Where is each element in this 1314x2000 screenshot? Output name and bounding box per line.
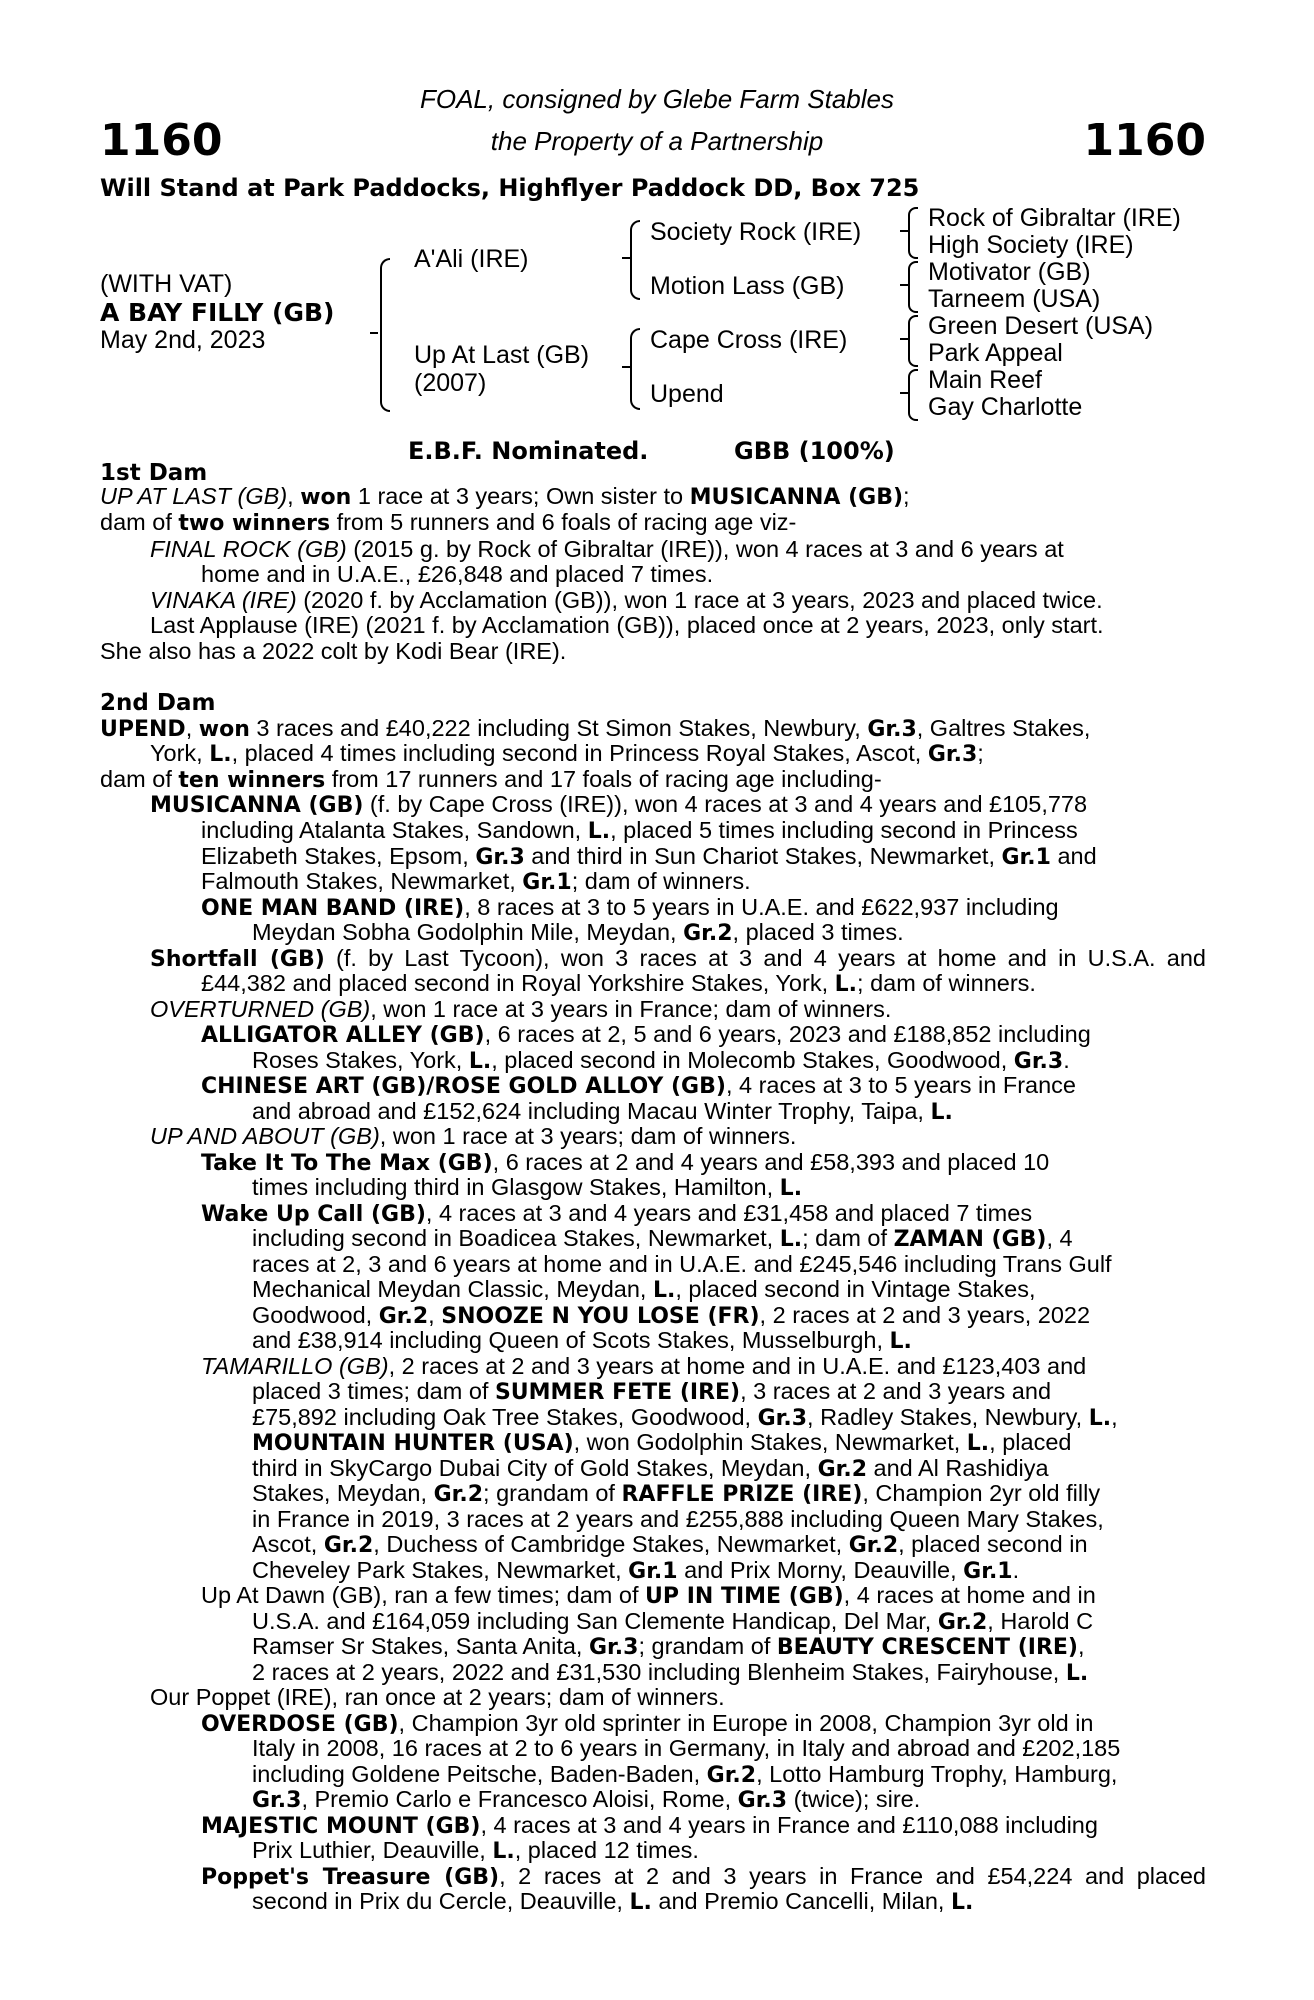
text-span: Meydan Sobha Godolphin Mile, Meydan, — [252, 919, 684, 945]
text-line — [252, 1735, 1120, 1761]
text-span: , placed 5 times including second in Princess — [610, 817, 1078, 843]
text-span: , 4 races at home and in — [843, 1582, 1096, 1608]
text-line — [100, 509, 796, 537]
text-line — [201, 868, 751, 896]
bold-text: MUSICANNA (GB) — [150, 793, 364, 818]
text-span: from 5 runners and 6 foals of racing age viz- — [330, 509, 797, 535]
bold-text: L. — [629, 1890, 652, 1915]
text-span: ; dam of winners. — [857, 970, 1036, 996]
text-span: , 4 races at 3 to 5 years in France — [725, 1072, 1076, 1098]
bold-text: L. — [889, 1329, 912, 1354]
bold-text: Gr.3 — [252, 1788, 302, 1813]
text-span: . — [1063, 1047, 1070, 1073]
text-line — [100, 766, 882, 794]
text-span: £44,382 and placed second in Royal Yorkshire Stakes, York, — [201, 970, 835, 996]
text-span: York, — [150, 740, 210, 766]
text-span: (2020 f. by Acclamation (GB)), won 1 race at 3 years, 2023 and placed twice. — [296, 587, 1103, 613]
bold-text: SUMMER FETE (IRE) — [494, 1380, 741, 1405]
second-dam-heading: 2nd Dam — [100, 690, 216, 716]
text-span: , Champion 3yr old sprinter in Europe in 2008, Champion 3yr old in — [398, 1710, 1094, 1736]
bold-text: Gr.3 — [757, 1406, 808, 1431]
bold-text: MOUNTAIN HUNTER (USA) — [252, 1431, 574, 1456]
text-line — [252, 1608, 1093, 1636]
brace-gen1 — [380, 258, 390, 412]
text-line — [201, 843, 1097, 871]
text-span: and Al Rashidiya — [867, 1455, 1049, 1481]
text-line — [150, 1123, 796, 1149]
dam-year: (2007) — [414, 369, 487, 397]
bold-text: CHINESE ART (GB)/ROSE GOLD ALLOY (GB) — [201, 1074, 726, 1099]
text-line — [252, 1327, 912, 1355]
bold-text: L. — [209, 742, 232, 767]
text-line — [252, 1251, 1112, 1277]
text-span: £75,892 including Oak Tree Stakes, Goodwood, — [252, 1404, 758, 1430]
text-span: Italy in 2008, 16 races at 2 to 6 years in Germany, in Italy and abroad and £202,185 — [252, 1735, 1121, 1761]
property-line: the Property of a Partnership — [490, 126, 824, 156]
bold-text: Gr.3 — [737, 1788, 788, 1813]
text-line — [150, 996, 891, 1022]
bold-text: Gr.1 — [963, 1559, 1013, 1584]
text-span: races at 2, 3 and 6 years at home and in U.A.E. and £245,546 including Trans Gulf — [252, 1251, 1112, 1277]
text-span: , 6 races at 2 and 4 years and £58,393 and placed 10 — [492, 1149, 1050, 1175]
text-span: ; — [903, 483, 910, 509]
text-span: , Premio Carlo e Francesco Aloisi, Rome, — [301, 1786, 738, 1812]
brace-sire — [630, 220, 640, 300]
dam-dam: Upend — [650, 380, 724, 408]
text-line — [252, 1786, 920, 1814]
bold-text: SNOOZE N YOU LOSE (FR) — [441, 1304, 760, 1329]
text-span: , 4 races at 3 and 4 years and £31,458 and placed 7 times — [425, 1200, 1033, 1226]
bold-text: Gr.2 — [848, 1533, 899, 1558]
text-line — [201, 817, 1078, 845]
text-line — [252, 1276, 1036, 1304]
text-span: , Harold C — [987, 1608, 1094, 1634]
bold-text: two winners — [178, 511, 331, 536]
ggdam-4: Gay Charlotte — [928, 393, 1083, 421]
italic-text: UP AND ABOUT (GB) — [150, 1123, 380, 1149]
text-span: Falmouth Stakes, Newmarket, — [201, 868, 523, 894]
text-span: ; grandam of — [638, 1633, 777, 1659]
text-span: Our Poppet (IRE), ran once at 2 years; dam of winners. — [150, 1684, 725, 1710]
text-span: and £38,914 including Queen of Scots Stakes, Musselburgh, — [252, 1327, 890, 1353]
text-span: Goodwood, — [252, 1302, 379, 1328]
text-span: Roses Stakes, York, — [252, 1047, 469, 1073]
bold-text: won — [198, 717, 250, 742]
text-span: and Premio Cancelli, Milan, — [651, 1888, 951, 1914]
text-span: Prix Luthier, Deauville, — [252, 1837, 493, 1863]
bold-text: MAJESTIC MOUNT (GB) — [201, 1814, 481, 1839]
text-line — [252, 1557, 1019, 1585]
text-span: (f. by Cape Cross (IRE)), won 4 races at 3 and 4 years and £105,778 — [363, 791, 1088, 817]
text-span: ; — [977, 740, 984, 766]
text-span: ; grandam of — [483, 1480, 622, 1506]
text-line — [150, 587, 1103, 613]
ggdam-1: High Society (IRE) — [928, 231, 1134, 259]
text-span: dam of — [100, 509, 179, 535]
bold-text: L. — [834, 972, 858, 997]
text-line — [252, 1174, 802, 1202]
bold-text: L. — [652, 1278, 676, 1303]
text-line — [252, 1659, 1088, 1687]
text-span: , 4 — [1046, 1225, 1073, 1251]
text-line — [201, 1582, 1096, 1610]
text-span: Cheveley Park Stakes, Newmarket, — [252, 1557, 629, 1583]
text-span: , 2 races at 2 and 3 years in France and £54,224 and placed — [499, 1863, 1206, 1889]
text-span: ; dam of — [802, 1225, 894, 1251]
bold-text: Poppet's Treasure (GB) — [201, 1865, 500, 1890]
text-span: (2015 g. by Rock of Gibraltar (IRE)), won 4 races at 3 and 6 years at — [346, 536, 1064, 562]
text-line — [100, 483, 910, 511]
bold-text: Gr.3 — [475, 845, 525, 870]
ebf-nomination: E.B.F. Nominated. — [408, 437, 649, 465]
text-span: Mechanical Meydan Classic, Meydan, — [252, 1276, 653, 1302]
text-line — [201, 1072, 1076, 1100]
text-span: Ascot, — [252, 1531, 324, 1557]
text-span: and abroad and £152,624 including Macau Winter Trophy, Taipa, — [252, 1098, 931, 1124]
text-span: , — [428, 1302, 442, 1328]
text-line — [252, 919, 904, 947]
text-line — [150, 612, 1104, 638]
text-line — [252, 1225, 1073, 1253]
text-span: , — [185, 715, 199, 741]
bold-text: Gr.3 — [589, 1635, 639, 1660]
text-line — [252, 1837, 699, 1865]
vat-note: (WITH VAT) — [100, 270, 233, 298]
text-span: , placed — [989, 1429, 1072, 1455]
text-span: , — [1111, 1404, 1118, 1430]
text-line — [201, 1021, 1091, 1049]
text-span: Ramser Sr Stakes, Santa Anita, — [252, 1633, 589, 1659]
text-line — [150, 740, 984, 768]
text-line — [252, 1404, 1118, 1432]
text-span: , won Godolphin Stakes, Newmarket, — [573, 1429, 967, 1455]
text-line — [201, 1149, 1049, 1177]
bold-text: OVERDOSE (GB) — [201, 1712, 399, 1737]
bold-text: Gr.3 — [1013, 1049, 1064, 1074]
bold-text: Gr.2 — [706, 1763, 757, 1788]
text-span: , 4 races at 3 and 4 years in France and £110,088 including — [480, 1812, 1098, 1838]
bold-text: L. — [468, 1049, 492, 1074]
text-line — [100, 638, 566, 664]
text-span: including Goldene Peitsche, Baden-Baden, — [252, 1761, 707, 1787]
bold-text: Gr.2 — [433, 1482, 484, 1507]
text-span: second in Prix du Cercle, Deauville, — [252, 1888, 630, 1914]
text-line — [201, 894, 1059, 922]
text-span: , — [1078, 1633, 1085, 1659]
text-line — [150, 1684, 725, 1710]
text-line — [201, 1863, 1206, 1891]
bold-text: Gr.2 — [937, 1610, 988, 1635]
bold-text: Gr.2 — [683, 921, 733, 946]
text-span: , 2 races at 2 and 3 years at home and in U.A.E. and £123,403 and — [388, 1353, 1087, 1379]
text-span: , 3 races at 2 and 3 years and — [740, 1378, 1052, 1404]
text-span: , placed 12 times. — [514, 1837, 699, 1863]
text-line — [150, 536, 1064, 562]
dam: Up At Last (GB) — [414, 341, 590, 369]
text-span: . — [1012, 1557, 1020, 1583]
text-line — [252, 1378, 1051, 1406]
text-span: including Atalanta Stakes, Sandown, — [201, 817, 588, 843]
text-span: , placed second in Vintage Stakes, — [675, 1276, 1036, 1302]
bold-text: ONE MAN BAND (IRE) — [201, 896, 465, 921]
bold-text: Gr.3 — [927, 742, 978, 767]
text-span: , placed second in — [898, 1531, 1088, 1557]
italic-text: UP AT LAST (GB) — [100, 483, 288, 509]
bold-text: L. — [587, 819, 611, 844]
bold-text: L. — [779, 1176, 803, 1201]
text-span: , — [287, 483, 301, 509]
foaling-date: May 2nd, 2023 — [100, 326, 266, 354]
text-span: 1 race at 3 years; Own sister to — [351, 483, 690, 509]
text-line — [201, 1812, 1098, 1840]
first-dam-heading: 1st Dam — [100, 460, 208, 486]
text-line — [100, 715, 1090, 743]
bold-text: ZAMAN (GB) — [893, 1227, 1047, 1252]
text-span: including second in Boadicea Stakes, Newmarket, — [252, 1225, 780, 1251]
text-line — [252, 1480, 1100, 1508]
sire: A'Ali (IRE) — [414, 245, 529, 273]
text-span: third in SkyCargo Dubai City of Gold Stakes, Meydan, — [252, 1455, 818, 1481]
lot-number-left: 1160 — [100, 115, 223, 166]
text-span: placed 3 times; dam of — [252, 1378, 495, 1404]
bold-text: L. — [950, 1890, 974, 1915]
bold-text: won — [300, 485, 352, 510]
text-line — [252, 1888, 973, 1916]
bold-text: BEAUTY CRESCENT (IRE) — [776, 1635, 1078, 1660]
text-line — [252, 1047, 1070, 1075]
text-span: , Duchess of Cambridge Stakes, Newmarket, — [373, 1531, 849, 1557]
consignor-line: FOAL, consigned by Glebe Farm Stables — [419, 84, 894, 114]
ggsire-2: Motivator (GB) — [928, 258, 1091, 286]
text-line — [252, 1429, 1071, 1457]
text-line — [201, 1353, 1086, 1379]
text-span: Elizabeth Stakes, Epsom, — [201, 843, 476, 869]
text-span: , Champion 2yr old filly — [862, 1480, 1101, 1506]
bold-text: Take It To The Max (GB) — [201, 1151, 493, 1176]
ggdam-2: Tarneem (USA) — [928, 285, 1101, 313]
text-line — [252, 1531, 1088, 1559]
text-line — [252, 1506, 1104, 1532]
bold-text: L. — [1088, 1406, 1112, 1431]
text-line — [252, 1302, 1090, 1330]
bold-text: RAFFLE PRIZE (IRE) — [621, 1482, 863, 1507]
ggsire-1: Rock of Gibraltar (IRE) — [928, 204, 1181, 232]
dam-sire: Cape Cross (IRE) — [650, 326, 848, 354]
text-line — [201, 970, 1036, 998]
text-span: (f. by Last Tycoon), won 3 races at 3 and 4 years at home and in U.S.A. and — [324, 945, 1206, 971]
text-span: , won 1 race at 3 years; dam of winners. — [379, 1123, 797, 1149]
bold-text: ten winners — [178, 768, 326, 793]
text-span: , placed 4 times including second in Princess Royal Stakes, Ascot, — [231, 740, 928, 766]
bold-text: ALLIGATOR ALLEY (GB) — [201, 1023, 485, 1048]
italic-text: OVERTURNED (GB) — [150, 996, 371, 1022]
bold-text: Gr.2 — [817, 1457, 867, 1482]
text-span: Last Applause (IRE) (2021 f. by Acclamation (GB)), placed once at 2 years, 2023, only start. — [150, 612, 1104, 638]
text-span: , Galtres Stakes, — [916, 715, 1091, 741]
text-span: and — [1050, 843, 1097, 869]
text-line — [252, 1098, 953, 1126]
text-span: (twice); sire. — [787, 1786, 921, 1812]
text-line — [150, 791, 1087, 819]
text-span: times including third in Glasgow Stakes, Hamilton, — [252, 1174, 780, 1200]
bold-text: Gr.1 — [628, 1559, 678, 1584]
bold-text: Gr.1 — [1001, 845, 1051, 870]
bold-text: Wake Up Call (GB) — [201, 1202, 426, 1227]
text-span: , placed second in Molecomb Stakes, Goodwood, — [491, 1047, 1014, 1073]
text-span: She also has a 2022 colt by Kodi Bear (IRE). — [100, 638, 567, 664]
ggsire-4: Main Reef — [928, 366, 1042, 394]
italic-text: FINAL ROCK (GB) — [150, 536, 347, 562]
text-line — [201, 1710, 1093, 1738]
italic-text: VINAKA (IRE) — [150, 587, 297, 613]
text-span: 3 races and £40,222 including St Simon Stakes, Newbury, — [249, 715, 868, 741]
text-span: dam of — [100, 766, 179, 792]
text-span: , 8 races at 3 to 5 years in U.A.E. and £622,937 including — [464, 894, 1059, 920]
text-span: home and in U.A.E., £26,848 and placed 7 times. — [201, 561, 714, 587]
text-span: Up At Dawn (GB), ran a few times; dam of — [201, 1582, 646, 1608]
text-span: , 6 races at 2, 5 and 6 years, 2023 and £188,852 including — [484, 1021, 1091, 1047]
text-span: in France in 2019, 3 races at 2 years and £255,888 including Queen Mary Stakes, — [252, 1506, 1104, 1532]
text-line — [252, 1761, 1117, 1789]
italic-text: TAMARILLO (GB) — [201, 1353, 389, 1379]
text-span: 2 races at 2 years, 2022 and £31,530 including Blenheim Stakes, Fairyhouse, — [252, 1659, 1066, 1685]
ggdam-3: Park Appeal — [928, 339, 1063, 367]
text-span: U.S.A. and £164,059 including San Clemente Handicap, Del Mar, — [252, 1608, 938, 1634]
text-span: , Radley Stakes, Newbury, — [807, 1404, 1089, 1430]
text-span: and Prix Morny, Deauville, — [677, 1557, 964, 1583]
lot-number-right: 1160 — [1083, 115, 1206, 166]
text-span: , won 1 race at 3 years in France; dam of winners. — [370, 996, 892, 1022]
bold-text: L. — [930, 1100, 953, 1125]
bold-text: Gr.2 — [323, 1533, 374, 1558]
text-span: ; dam of winners. — [571, 868, 751, 894]
ggsire-3: Green Desert (USA) — [928, 312, 1154, 340]
bold-text: L. — [492, 1839, 515, 1864]
gbb-rating: GBB (100%) — [734, 437, 895, 465]
bold-text: MUSICANNA (GB) — [689, 485, 904, 510]
text-line — [252, 1455, 1049, 1483]
horse-name: A BAY FILLY (GB) — [100, 298, 335, 327]
bold-text: Gr.2 — [378, 1304, 429, 1329]
text-span: , Lotto Hamburg Trophy, Hamburg, — [756, 1761, 1118, 1787]
bold-text: L. — [966, 1431, 990, 1456]
bold-text: Shortfall (GB) — [150, 947, 325, 972]
text-line — [252, 1633, 1085, 1661]
bold-text: Gr.3 — [867, 717, 917, 742]
bold-text: L. — [779, 1227, 803, 1252]
text-line — [201, 1200, 1032, 1228]
sire-dam: Motion Lass (GB) — [650, 272, 845, 300]
text-span: , 2 races at 2 and 3 years, 2022 — [759, 1302, 1091, 1328]
text-line — [201, 561, 713, 587]
brace-dam — [630, 328, 640, 410]
text-span: , placed 3 times. — [732, 919, 904, 945]
text-line — [150, 945, 1206, 973]
bold-text: L. — [1065, 1661, 1089, 1686]
text-span: and third in Sun Chariot Stakes, Newmarket, — [524, 843, 1002, 869]
bold-text: Gr.1 — [522, 870, 572, 895]
bold-text: UP IN TIME (GB) — [645, 1584, 844, 1609]
text-span: Stakes, Meydan, — [252, 1480, 434, 1506]
text-span: from 17 runners and 17 foals of racing age including- — [325, 766, 882, 792]
bold-text: UPEND — [100, 717, 186, 742]
sire-sire: Society Rock (IRE) — [650, 218, 862, 246]
stand-location: Will Stand at Park Paddocks, Highflyer Paddock DD, Box 725 — [100, 174, 920, 202]
